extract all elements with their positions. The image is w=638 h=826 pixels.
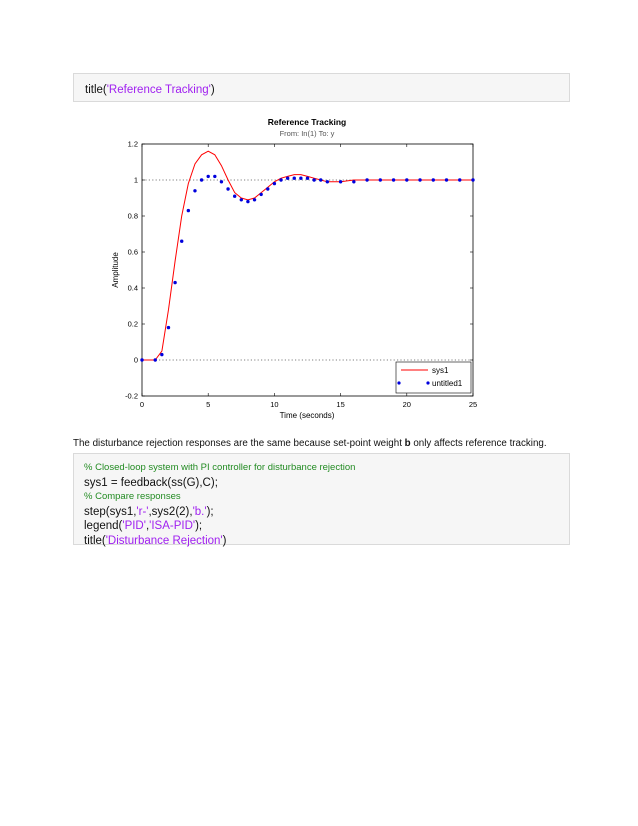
code-block-disturbance xyxy=(73,453,570,545)
series-point-untitled1 xyxy=(279,178,282,181)
series-point-untitled1 xyxy=(392,178,395,181)
code-text: ) xyxy=(222,534,227,547)
code-line xyxy=(84,505,569,520)
chart-title: Reference Tracking xyxy=(267,117,347,127)
series-point-untitled1 xyxy=(160,353,163,356)
series-point-untitled1 xyxy=(167,326,170,329)
paragraph-text: only affects reference tracking. xyxy=(410,438,547,449)
x-tick-label: 20 xyxy=(402,400,411,409)
series-point-untitled1 xyxy=(299,177,302,180)
series-point-untitled1 xyxy=(154,358,157,361)
series-point-untitled1 xyxy=(180,240,183,243)
y-tick-label: 1.2 xyxy=(127,139,138,149)
y-tick-label: 0.6 xyxy=(127,247,138,257)
plot-area xyxy=(142,144,473,396)
paragraph-text: The disturbance rejection responses are the same because set-point weight xyxy=(73,438,405,449)
y-tick-label: 1 xyxy=(133,175,138,185)
series-point-untitled1 xyxy=(293,177,296,180)
y-tick-label: 0 xyxy=(133,355,138,365)
series-point-untitled1 xyxy=(365,178,368,181)
series-point-untitled1 xyxy=(140,358,143,361)
code-string: 'Disturbance Rejection' xyxy=(105,534,223,547)
code-line xyxy=(84,534,569,549)
series-point-untitled1 xyxy=(266,187,269,190)
series-point-untitled1 xyxy=(326,180,329,183)
code-line xyxy=(84,519,569,534)
x-tick-label: 15 xyxy=(336,400,345,409)
series-point-untitled1 xyxy=(187,209,190,212)
code-string: 'ISA-PID' xyxy=(149,520,196,532)
series-point-untitled1 xyxy=(339,180,342,183)
series-point-untitled1 xyxy=(432,178,435,181)
code-line: sys1 = feedback(ss(G),C); xyxy=(84,476,218,489)
series-point-untitled1 xyxy=(226,187,229,190)
series-point-untitled1 xyxy=(405,178,408,181)
code-string: 'b.' xyxy=(192,505,207,518)
series-point-untitled1 xyxy=(193,189,196,192)
x-axis-label: Time (seconds) xyxy=(279,411,335,420)
series-point-untitled1 xyxy=(458,178,461,181)
y-tick-label: 0.8 xyxy=(127,211,138,221)
series-point-untitled1 xyxy=(352,180,355,183)
x-tick-label: 25 xyxy=(468,400,478,409)
y-tick-label: -0.2 xyxy=(125,391,138,401)
code-string: 'PID' xyxy=(122,520,146,532)
y-axis-label: Amplitude xyxy=(111,252,120,288)
series-point-untitled1 xyxy=(259,193,262,196)
y-tick-label: 0.4 xyxy=(127,283,138,293)
series-point-untitled1 xyxy=(273,182,276,185)
code-text: , xyxy=(145,520,150,532)
series-point-untitled1 xyxy=(253,198,256,201)
legend xyxy=(396,362,471,393)
code-text: ); xyxy=(195,520,203,532)
code-string: 'r-' xyxy=(136,505,149,518)
code-text: title( xyxy=(84,534,106,547)
code-text: ) xyxy=(210,84,215,96)
code-comment: % Compare responses xyxy=(84,491,181,502)
series-point-untitled1 xyxy=(240,198,243,201)
x-tick-label: 5 xyxy=(206,400,211,409)
series-point-untitled1 xyxy=(379,178,382,181)
code-text: title( xyxy=(85,84,107,96)
series-point-untitled1 xyxy=(220,180,223,183)
code-text: step(sys1, xyxy=(84,505,137,518)
x-tick-label: 10 xyxy=(270,400,279,409)
legend-marker-untitled1 xyxy=(426,381,429,384)
legend-label-sys1: sys1 xyxy=(432,366,449,375)
series-point-untitled1 xyxy=(471,178,474,181)
series-point-untitled1 xyxy=(418,178,421,181)
code-text: ); xyxy=(206,505,214,518)
code-comment: % Closed-loop system with PI controller for disturbance rejection xyxy=(84,462,356,473)
series-point-untitled1 xyxy=(246,200,249,203)
series-point-untitled1 xyxy=(207,175,210,178)
series-point-untitled1 xyxy=(213,175,216,178)
x-tick-label: 0 xyxy=(139,400,145,409)
legend-label-untitled1: untitled1 xyxy=(432,379,463,388)
paragraph-bold: b xyxy=(404,438,411,449)
series-point-untitled1 xyxy=(286,177,289,180)
body-paragraph xyxy=(73,438,547,449)
series-point-untitled1 xyxy=(200,178,203,181)
y-tick-label: 0.2 xyxy=(127,319,138,329)
code-text: legend( xyxy=(84,520,123,532)
chart-subtitle: From: In(1) To: y xyxy=(279,129,335,138)
legend-marker-untitled1 xyxy=(397,381,400,384)
series-point-untitled1 xyxy=(445,178,448,181)
code-string: 'Reference Tracking' xyxy=(106,84,211,96)
series-point-untitled1 xyxy=(233,195,236,198)
series-point-untitled1 xyxy=(319,178,322,181)
series-point-untitled1 xyxy=(312,178,315,181)
series-point-untitled1 xyxy=(306,177,309,180)
series-point-untitled1 xyxy=(173,281,176,284)
code-text: ,sys2(2), xyxy=(148,505,193,518)
